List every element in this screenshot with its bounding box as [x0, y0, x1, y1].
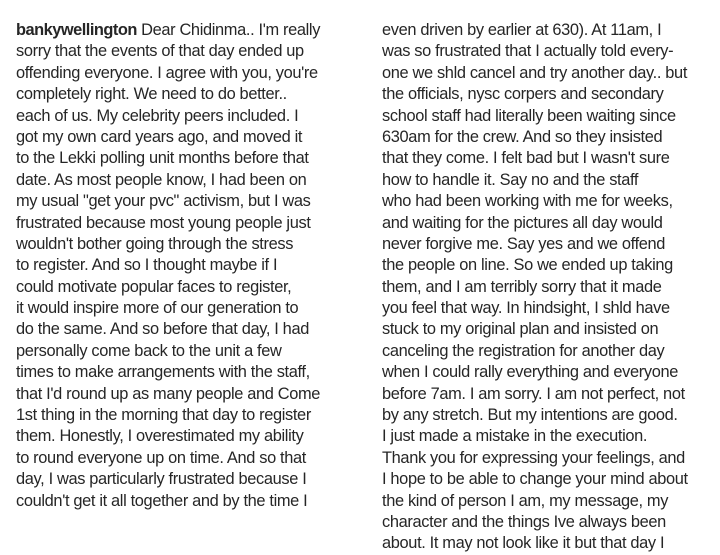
caption-line: how to handle it. Say no and the staff [382, 170, 639, 189]
caption-line: before 7am. I am sorry. I am not perfect, not [382, 384, 685, 403]
caption-line: Thank you for expressing your feelings, and [382, 448, 685, 467]
caption-line: offending everyone. I agree with you, you're [16, 63, 318, 82]
caption-line: do the same. And so before that day, I had [16, 320, 309, 339]
caption-line: stuck to my original plan and insisted on [382, 320, 659, 339]
caption-line: that they come. I felt bad but I wasn't sure [382, 149, 670, 168]
caption-line: to register. And so I thought maybe if I [16, 256, 278, 275]
caption-line: even driven by earlier at 630). At 11am, I [382, 21, 662, 39]
caption-line: sorry that the events of that day ended up [16, 42, 304, 61]
caption-line [16, 20, 360, 41]
caption-line: one we shld cancel and try another day.. but [382, 63, 688, 82]
caption-line: who had been working with me for weeks, [382, 192, 673, 211]
caption-line: 630am for the crew. And so they insisted [382, 127, 663, 146]
caption-line: could motivate popular faces to register, [16, 277, 292, 296]
caption-line: when I could rally everything and everyone [382, 363, 678, 382]
caption-line: I hope to be able to change your mind about [382, 470, 688, 489]
caption-line: canceling the registration for another day [382, 341, 665, 360]
caption-line: day, I was particularly frustrated because I [16, 470, 307, 489]
caption-line: each of us. My celebrity peers included. I [16, 106, 299, 125]
caption-line: completely right. We need to do better.. [16, 85, 287, 104]
caption-line: them. Honestly, I overestimated my ability [16, 427, 304, 446]
caption-line: 1st thing in the morning that day to register [16, 406, 311, 425]
caption-line: wouldn't bother going through the stress [16, 234, 294, 253]
caption-line: it would inspire more of our generation to [16, 299, 299, 318]
caption-line: school staff had literally been waiting since [382, 106, 676, 125]
caption-line: you feel that way. In hindsight, I shld have [382, 299, 670, 318]
caption-line: to round everyone up on time. And so that [16, 448, 306, 467]
caption-line: got my own card years ago, and moved it [16, 127, 303, 146]
caption-text: Dear Chidinma.. I'm really [136, 21, 321, 39]
caption-line: was so frustrated that I actually told every- [382, 42, 674, 61]
caption-line: them, and I am terribly sorry that it made [382, 277, 662, 296]
caption-line: and waiting for the pictures all day would [382, 213, 663, 232]
caption-line: the people on line. So we ended up taking [382, 256, 673, 275]
caption-line: personally come back to the unit a few [16, 341, 282, 360]
username-link[interactable]: bankywellington [16, 21, 137, 39]
caption-line: about. It may not look like it but that day I [382, 534, 665, 553]
caption-line: character and the things Ive always been [382, 512, 666, 531]
caption-line: by any stretch. But my intentions are good. [382, 406, 678, 425]
caption-column-right [382, 20, 716, 555]
caption-line: times to make arrangements with the staff, [16, 363, 310, 382]
caption-line: couldn't get it all together and by the time I [16, 491, 308, 510]
caption-line: to the Lekki polling unit months before that [16, 149, 309, 168]
caption-column-left [16, 20, 360, 512]
caption-line: I just made a mistake in the execution. [382, 427, 648, 446]
caption-line: my usual "get your pvc" activism, but I was [16, 192, 311, 211]
caption-line: date. As most people know, I had been on [16, 170, 307, 189]
caption-line: frustrated because most young people just [16, 213, 311, 232]
caption-line: never forgive me. Say yes and we offend [382, 234, 666, 253]
caption-line: that I'd round up as many people and Come [16, 384, 321, 403]
caption-line: the officials, nysc corpers and secondary [382, 85, 664, 104]
caption-line: the kind of person I am, my message, my [382, 491, 669, 510]
